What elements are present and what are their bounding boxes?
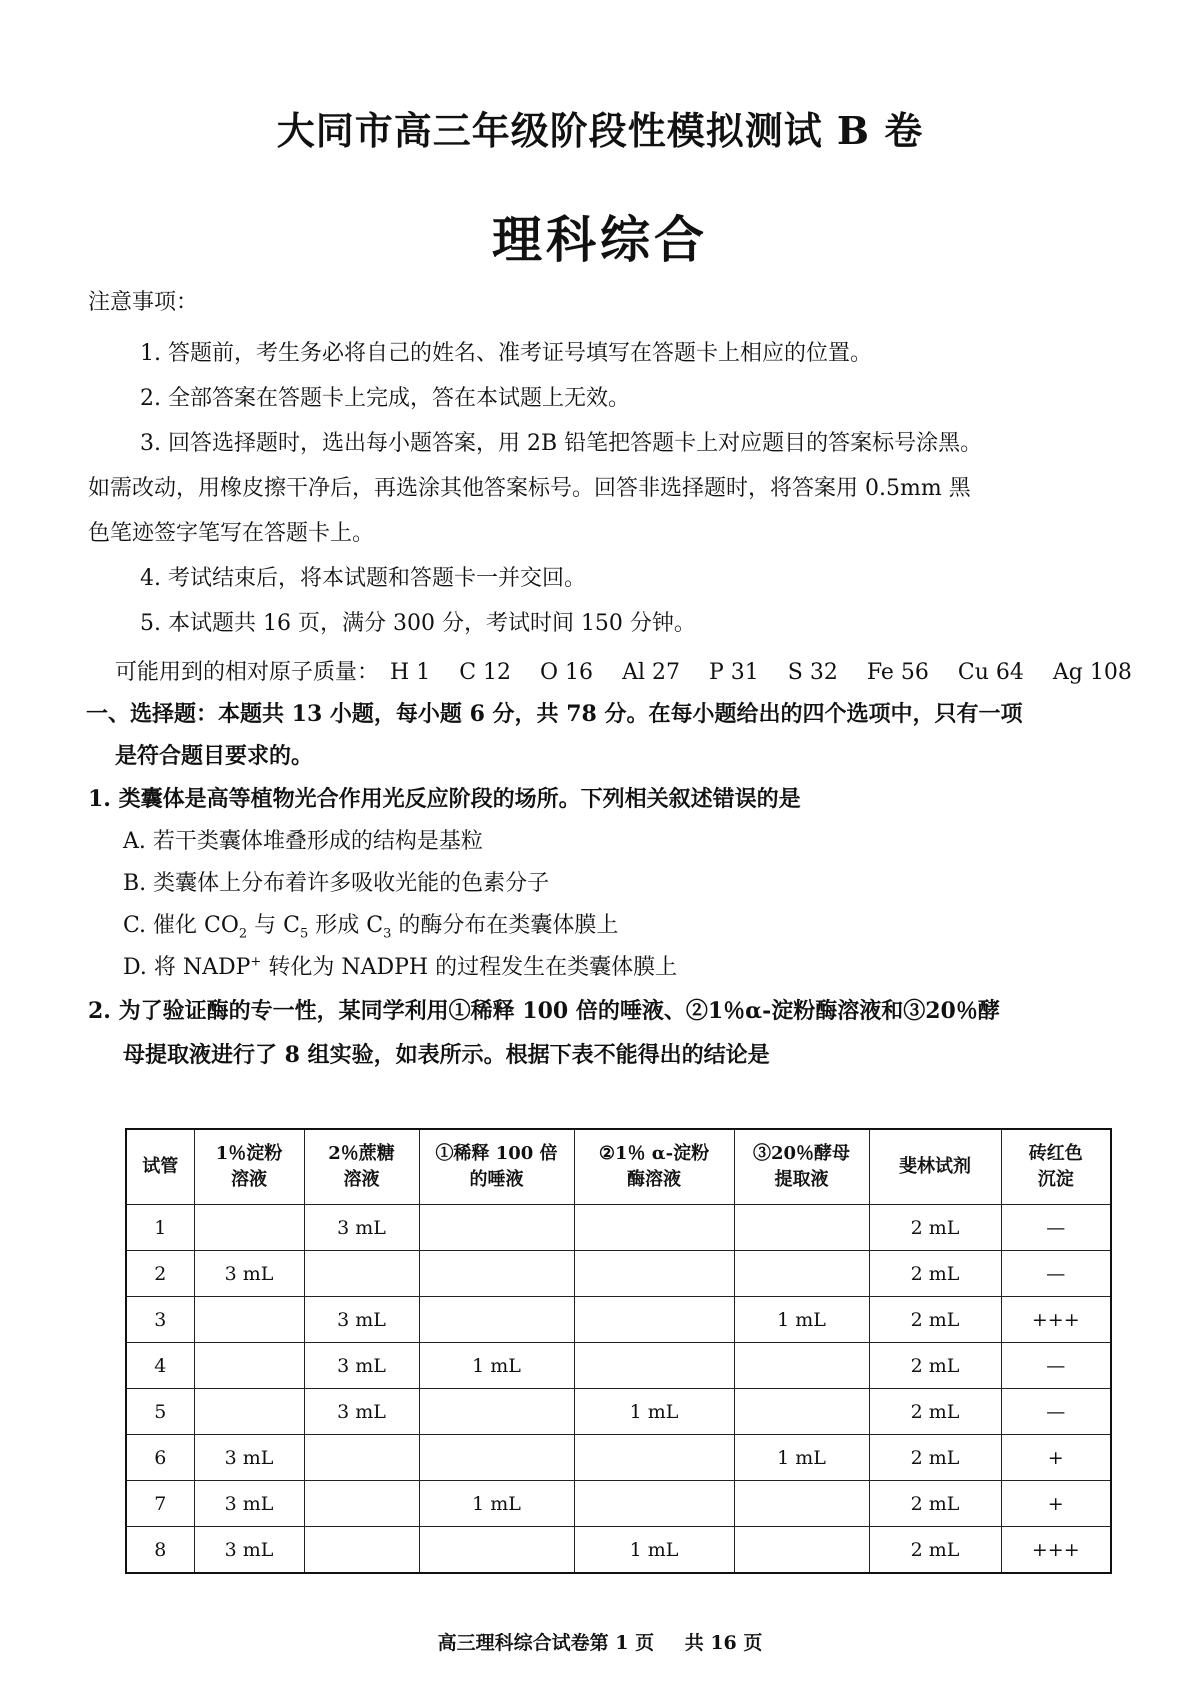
table-cell <box>734 1527 869 1574</box>
table-cell: 7 <box>126 1481 194 1527</box>
table-cell: 1 mL <box>574 1389 734 1435</box>
table-cell: +++ <box>1001 1297 1111 1343</box>
table-row <box>126 1389 1111 1435</box>
table-header-cell <box>419 1129 574 1205</box>
table-cell: 3 mL <box>194 1251 304 1297</box>
table-header-text: 的唾液 <box>469 1169 524 1190</box>
table-header-text: 试管 <box>142 1156 179 1177</box>
table-cell <box>304 1481 419 1527</box>
table-cell: + <box>1001 1481 1111 1527</box>
table-header-text: ①稀释 100 倍 <box>435 1143 558 1164</box>
table-cell <box>734 1481 869 1527</box>
table-header-text: ③20％酵母 <box>752 1143 851 1164</box>
table-header-row <box>126 1129 1111 1205</box>
table-cell: 5 <box>126 1389 194 1435</box>
table-cell: 1 <box>126 1205 194 1251</box>
notice-heading: 注意事项： <box>88 290 199 315</box>
table-cell <box>419 1435 574 1481</box>
table-cell: 2 mL <box>869 1481 1001 1527</box>
table-header-cell <box>869 1129 1001 1205</box>
section-heading-cont: 是符合题目要求的。 <box>115 743 314 769</box>
atomic-mass-c: C 12 <box>459 660 512 685</box>
table-cell: 3 mL <box>194 1435 304 1481</box>
atomic-mass-s: S 32 <box>787 660 838 685</box>
table-cell <box>194 1205 304 1251</box>
table-cell <box>194 1343 304 1389</box>
table-header-text: 提取液 <box>774 1169 829 1190</box>
table-cell: — <box>1001 1205 1111 1251</box>
table-cell: 3 mL <box>304 1343 419 1389</box>
table-cell <box>734 1251 869 1297</box>
table-header-text: ②1％ α-淀粉 <box>598 1143 710 1164</box>
table-row <box>126 1343 1111 1389</box>
notice-item-1: 1. 答题前，考生务必将自己的姓名、准考证号填写在答题卡上相应的位置。 <box>140 341 872 366</box>
table-row <box>126 1205 1111 1251</box>
q1-option-c-part1: C. 催化 CO <box>123 913 239 938</box>
table-cell <box>419 1527 574 1574</box>
table-cell <box>734 1389 869 1435</box>
table-row <box>126 1251 1111 1297</box>
table-cell: — <box>1001 1343 1111 1389</box>
table-header-text: 溶液 <box>231 1169 267 1190</box>
q1-stem: 1. 类囊体是高等植物光合作用光反应阶段的场所。下列相关叙述错误的是 <box>88 786 801 812</box>
atomic-mass-fe: Fe 56 <box>866 660 929 685</box>
section-heading: 一、选择题：本题共 13 小题，每小题 6 分，共 78 分。在每小题给出的四个选项中，只有一项 <box>86 701 1023 727</box>
notice-item-2: 2. 全部答案在答题卡上完成，答在本试题上无效。 <box>140 386 630 411</box>
table-body <box>126 1205 1111 1574</box>
table-header-cell <box>126 1129 194 1205</box>
q1-option-c-sub2: 5 <box>300 926 309 942</box>
table-cell: 3 mL <box>304 1297 419 1343</box>
table-header-text: 1％淀粉 <box>215 1143 283 1164</box>
table-cell <box>734 1343 869 1389</box>
notice-item-4: 4. 考试结束后，将本试题和答题卡一并交回。 <box>140 566 586 591</box>
table-cell: 4 <box>126 1343 194 1389</box>
table-cell <box>194 1389 304 1435</box>
atomic-mass-o: O 16 <box>540 660 594 685</box>
table-row <box>126 1481 1111 1527</box>
table-cell: 3 mL <box>304 1389 419 1435</box>
table-cell: 2 mL <box>869 1343 1001 1389</box>
footer-page-number: 高三理科综合试卷第 1 页 <box>437 1632 655 1654</box>
table-header-cell <box>194 1129 304 1205</box>
notice-item-3-cont2: 色笔迹签字笔写在答题卡上。 <box>88 521 375 546</box>
table-cell: 3 mL <box>304 1205 419 1251</box>
table-cell <box>304 1435 419 1481</box>
atomic-mass-al: Al 27 <box>622 660 680 685</box>
table-cell <box>574 1435 734 1481</box>
q1-option-a: A. 若干类囊体堆叠形成的结构是基粒 <box>123 829 483 854</box>
table-cell: 8 <box>126 1527 194 1574</box>
table-header-text: 2％蔗糖 <box>328 1143 395 1164</box>
q1-option-c <box>123 908 1113 941</box>
table-cell: 3 <box>126 1297 194 1343</box>
table-cell: 1 mL <box>734 1297 869 1343</box>
table-cell: 1 mL <box>419 1343 574 1389</box>
notice-item-3: 3. 回答选择题时，选出每小题答案，用 2B 铅笔把答题卡上对应题目的答案标号涂黑。 <box>140 431 983 456</box>
table-cell <box>419 1205 574 1251</box>
table-cell: 1 mL <box>734 1435 869 1481</box>
atomic-mass-cu: Cu 64 <box>957 660 1024 685</box>
q1-option-c-sub3: 3 <box>383 926 392 942</box>
atomic-mass-p: P 31 <box>708 660 759 685</box>
q1-option-d-part2: 转化为 NADPH 的过程发生在类囊体膜上 <box>261 955 678 980</box>
table-cell <box>419 1389 574 1435</box>
table-row <box>126 1297 1111 1343</box>
q2-stem-line1: 2. 为了验证酶的专一性，某同学利用①稀释 100 倍的唾液、②1％α-淀粉酶溶液和③20％酵 <box>88 998 1000 1024</box>
table-cell: — <box>1001 1251 1111 1297</box>
table-cell: 2 mL <box>869 1435 1001 1481</box>
table-header-cell <box>574 1129 734 1205</box>
subject-title: 理科综合 <box>492 210 708 269</box>
table-cell: 2 mL <box>869 1389 1001 1435</box>
table-cell: 1 mL <box>574 1527 734 1574</box>
q1-option-c-part2: 与 C <box>247 913 301 938</box>
q1-option-b: B. 类囊体上分布着许多吸收光能的色素分子 <box>123 871 550 896</box>
table-header-cell <box>1001 1129 1111 1205</box>
table-cell: 2 mL <box>869 1251 1001 1297</box>
q1-option-d-sup: + <box>250 954 262 970</box>
exam-title: 大同市高三年级阶段性模拟测试 B 卷 <box>276 108 924 153</box>
table-row <box>126 1435 1111 1481</box>
atomic-masses-label: 可能用到的相对原子质量： <box>115 660 380 685</box>
table-cell <box>734 1205 869 1251</box>
table-cell <box>419 1297 574 1343</box>
table-cell: + <box>1001 1435 1111 1481</box>
table-cell: 3 mL <box>194 1527 304 1574</box>
q1-option-c-sub1: 2 <box>238 926 248 942</box>
footer-total-pages: 共 16 页 <box>684 1632 763 1654</box>
table-cell <box>419 1251 574 1297</box>
table-header-cell <box>734 1129 869 1205</box>
table-cell: — <box>1001 1389 1111 1435</box>
table-header-cell <box>304 1129 419 1205</box>
table-header-text: 沉淀 <box>1037 1169 1074 1190</box>
table-cell <box>574 1205 734 1251</box>
experiment-table <box>125 1128 1112 1574</box>
q1-option-c-part4: 的酶分布在类囊体膜上 <box>391 913 619 938</box>
table-cell: 1 mL <box>419 1481 574 1527</box>
page-footer <box>0 1628 1200 1655</box>
q1-option-d <box>123 950 1113 981</box>
table-cell <box>304 1251 419 1297</box>
table-cell: 2 mL <box>869 1527 1001 1574</box>
notice-item-3-cont: 如需改动，用橡皮擦干净后，再选涂其他答案标号。回答非选择题时，将答案用 0.5mm 黑 <box>88 476 971 501</box>
q1-option-c-part3: 形成 C <box>308 913 384 938</box>
table-cell: 2 <box>126 1251 194 1297</box>
table-cell: 2 mL <box>869 1297 1001 1343</box>
table-cell <box>574 1481 734 1527</box>
table-cell: +++ <box>1001 1527 1111 1574</box>
atomic-masses <box>115 655 1132 686</box>
table-cell: 3 mL <box>194 1481 304 1527</box>
table-row <box>126 1527 1111 1574</box>
table-cell <box>194 1297 304 1343</box>
table-cell: 6 <box>126 1435 194 1481</box>
table-header-text: 溶液 <box>343 1169 380 1190</box>
q1-option-d-part1: D. 将 NADP <box>123 955 251 980</box>
table-cell <box>574 1343 734 1389</box>
table-cell <box>574 1251 734 1297</box>
atomic-mass-h: H 1 <box>390 660 431 685</box>
table-cell: 2 mL <box>869 1205 1001 1251</box>
notice-item-5: 5. 本试题共 16 页，满分 300 分，考试时间 150 分钟。 <box>140 611 696 636</box>
table-cell <box>304 1527 419 1574</box>
table-header-text: 酶溶液 <box>627 1169 681 1190</box>
q2-stem-line2: 母提取液进行了 8 组实验，如表所示。根据下表不能得出的结论是 <box>123 1042 770 1068</box>
table-header-text: 砖红色 <box>1028 1143 1083 1164</box>
table-cell <box>574 1297 734 1343</box>
table-header-text: 斐林试剂 <box>899 1156 971 1177</box>
atomic-mass-ag: Ag 108 <box>1052 660 1132 685</box>
